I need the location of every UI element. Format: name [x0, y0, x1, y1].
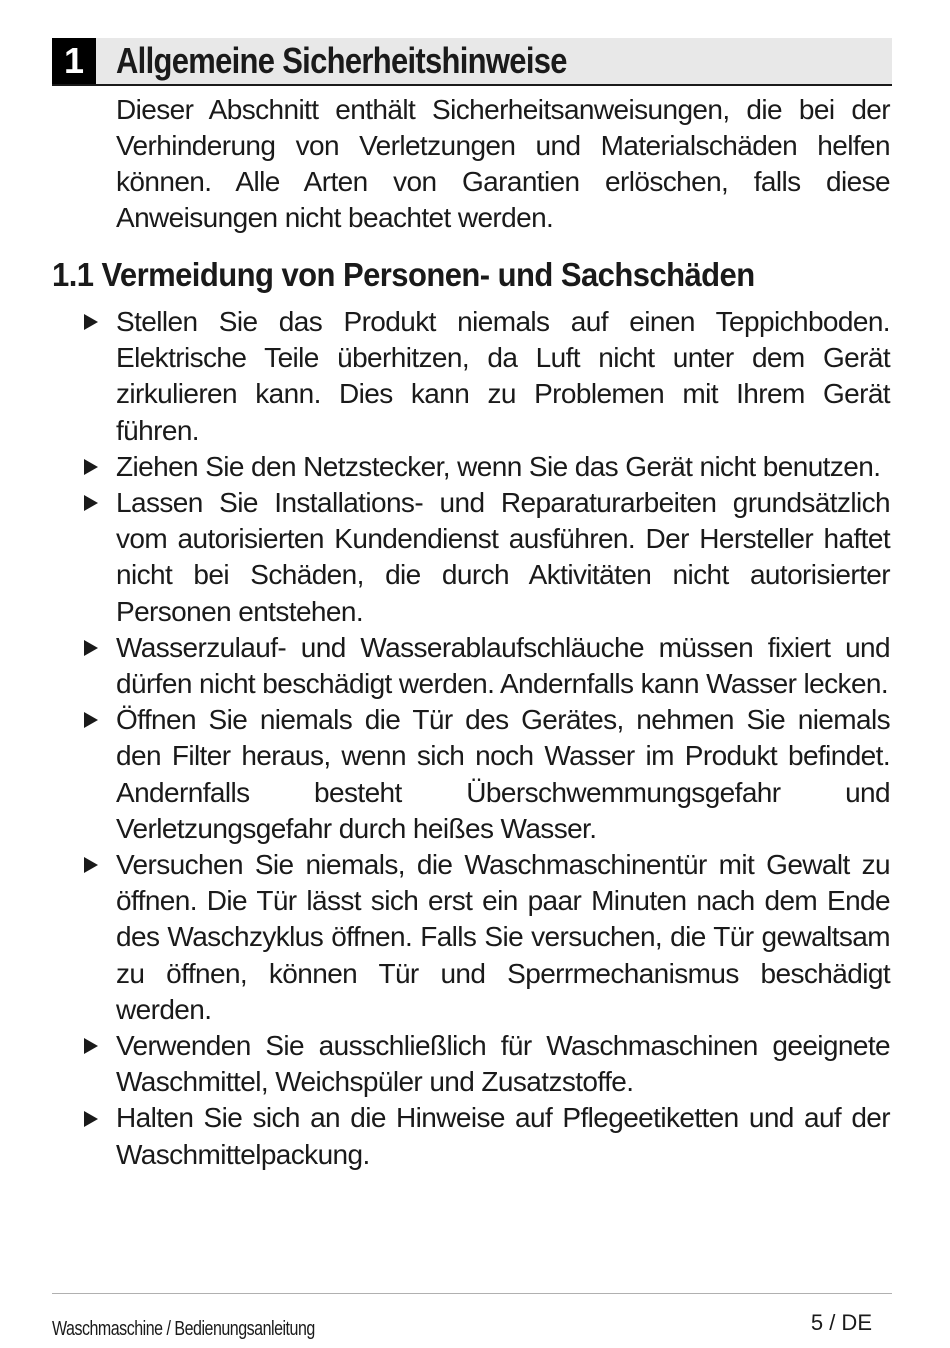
section-intro: Dieser Abschnitt enthält Sicherheitsanweisungen, die bei der Verhinderung von Verletzungen und Materialschäden helfen können. Alle Arten von Garantien erlöschen, falls diese Anweisungen nicht beachtet werden.: [116, 94, 890, 233]
list-item: [84, 485, 890, 630]
section-header: [52, 38, 892, 86]
safety-bullet-list: [84, 304, 890, 1173]
footer-page-number: 5 / DE: [810, 1310, 872, 1335]
subsection-title: 1.1 Vermeidung von Personen- und Sachschäden: [52, 256, 755, 293]
list-item-text: Ziehen Sie den Netzstecker, wenn Sie das Gerät nicht benutzen.: [116, 450, 881, 482]
list-item: [84, 702, 890, 847]
triangle-bullet-icon: [84, 630, 116, 666]
list-item: [84, 1028, 890, 1100]
list-item: [84, 847, 890, 1028]
triangle-bullet-icon: [84, 702, 116, 738]
list-item-text: Lassen Sie Installations- und Reparaturarbeiten grundsätzlich vom autorisierten Kundendienst ausführen. Der Hersteller haftet nicht bei Schäden, die durch Aktivitäten nicht autorisierter Personen entstehen.: [116, 487, 890, 627]
list-item: [84, 304, 890, 449]
triangle-bullet-icon: [84, 304, 116, 340]
section-title: Allgemeine Sicherheitshinweise: [116, 40, 567, 81]
footer-divider: [52, 1293, 892, 1294]
list-item: [84, 449, 890, 485]
section-number: 1: [52, 38, 96, 84]
list-item-text: Halten Sie sich an die Hinweise auf Pflegeetiketten und auf der Waschmittelpackung.: [116, 1102, 890, 1170]
list-item: [84, 630, 890, 702]
list-item-text: Stellen Sie das Produkt niemals auf einen Teppichboden. Elektrische Teile überhitzen, da Luft nicht unter dem Gerät zirkulieren kann. Dies kann zu Problemen mit Ihrem Gerät führen.: [116, 306, 890, 446]
triangle-bullet-icon: [84, 1100, 116, 1136]
footer-document-title: Waschmaschine / Bedienungsanleitung: [52, 1318, 315, 1340]
list-item-text: Versuchen Sie niemals, die Waschmaschinentür mit Gewalt zu öffnen. Die Tür lässt sich erst ein paar Minuten nach dem Ende des Waschzyklus öffnen. Falls Sie versuchen, die Tür gewaltsam zu öffnen, können Tür und Sperrmechanismus beschädigt werden.: [116, 849, 890, 1025]
triangle-bullet-icon: [84, 485, 116, 521]
list-item: [84, 1100, 890, 1172]
list-item-text: Wasserzulauf- und Wasserablaufschläuche müssen fixiert und dürfen nicht beschädigt werden. Andernfalls kann Wasser lecken.: [116, 631, 890, 700]
list-item-text: Öffnen Sie niemals die Tür des Gerätes, nehmen Sie niemals den Filter heraus, wenn sich noch Wasser im Produkt befindet. Andernfalls besteht Überschwemmungsgefahr und Verletzungsgefahr durch heißes Wasser.: [116, 704, 890, 844]
list-item-text: Verwenden Sie ausschließlich für Waschmaschinen geeignete Waschmittel, Weichspüler und Zusatzstoffe.: [116, 1030, 890, 1098]
triangle-bullet-icon: [84, 449, 116, 485]
triangle-bullet-icon: [84, 847, 116, 883]
triangle-bullet-icon: [84, 1028, 116, 1064]
